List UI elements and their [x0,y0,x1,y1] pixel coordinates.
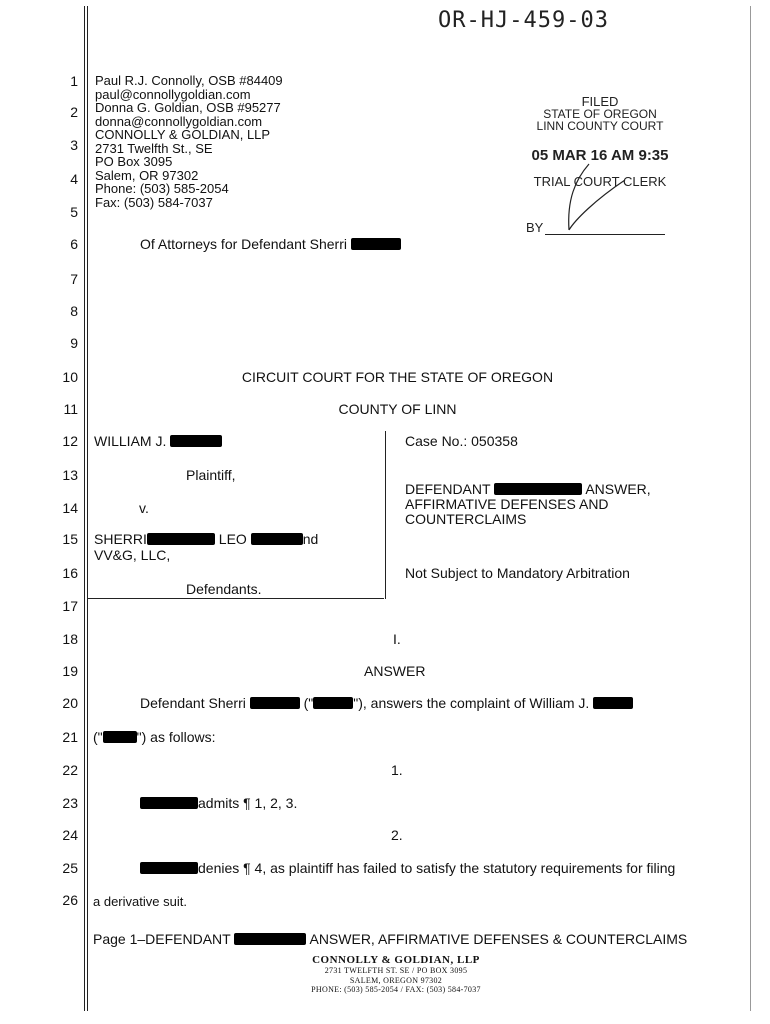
footer-firm-block [180,954,612,995]
para-intro-line-1 [140,695,710,711]
footer-address: 2731 TWELFTH ST. SE / PO BOX 3095 [324,966,468,975]
line-number: 13 [62,467,78,483]
redaction-bar [251,533,303,545]
stamp-clerk: TRIAL COURT CLERK [533,174,667,189]
para-1-text: admits ¶ 1, 2, 3. [198,795,298,811]
margin-line-right [750,6,751,1011]
line-number: 5 [70,204,78,220]
line-number: 18 [62,631,78,647]
line-number: 9 [70,335,78,351]
para-2-continued: a derivative suit. [93,894,187,909]
attorney-line: Salem, OR 97302 [95,167,199,183]
footer-page-label: Page 1–DEFENDANT [93,931,231,947]
section-title: ANSWER [364,663,426,679]
para-2-number: 2. [391,827,403,843]
line-number: 12 [62,433,78,449]
intro-quote-open-2: (" [93,729,103,745]
attorney-line: Paul R.J. Connolly, OSB #84409 [95,73,283,88]
doc-title-line-2: AFFIRMATIVE DEFENSES AND [405,496,609,512]
line-number: 3 [70,137,78,153]
attorney-line: paul@connollygoldian.com [95,86,251,102]
line-number: 10 [62,369,78,385]
intro-as-follows: ") as follows: [136,729,216,745]
doc-title [405,482,651,527]
caption-plaintiff [94,433,222,449]
attorney-line: Phone: (503) 585-2054 [95,181,229,196]
line-number: 19 [62,663,78,679]
stamp-court: LINN COUNTY COURT [536,119,664,133]
redaction-bar [494,483,582,495]
attorney-line: Fax: (503) 584-7037 [95,194,213,210]
stamp-by: BY [526,220,544,235]
footer-firm: CONNOLLY & GOLDIAN, LLP [312,954,480,966]
intro-quote-open: (" [303,695,314,711]
intro-answers: "), answers the complaint of William J. [353,695,590,711]
handwritten-doc-ref: OR-HJ-459-03 [438,8,609,33]
redaction-bar [313,697,353,709]
footer-city: SALEM, OREGON 97302 [349,975,443,985]
def-and: nd [302,531,319,547]
caption-divider-bottom [88,598,384,599]
redaction-bar [351,238,401,250]
doc-title-line-1 [405,482,651,497]
line-number: 25 [62,860,78,876]
line-number: 17 [62,598,78,614]
para-2-text: denies ¶ 4, as plaintiff has failed to satisfy the statutory requirements for filing [198,860,676,876]
line-number: 16 [62,565,78,581]
para-intro-line-2 [93,729,216,745]
plaintiff-role: Plaintiff, [186,467,236,483]
intro-defendant: Defendant Sherri [140,695,246,711]
line-number: 14 [62,500,78,516]
redaction-bar [170,435,222,447]
section-number: I. [393,631,401,647]
attorney-block [95,74,283,209]
line-number: 23 [62,795,78,811]
attorney-line: donna@connollygoldian.com [95,113,263,129]
def-company: VV&G, LLC, [94,547,171,563]
line-number: 26 [62,892,78,908]
line-number: 24 [62,827,78,843]
attorney-line: Donna G. Goldian, OSB #95277 [95,100,281,115]
attorney-line: PO Box 3095 [95,154,173,169]
line-number: 20 [62,695,78,711]
line-number: 6 [70,236,78,252]
caption-divider-vertical [385,431,386,599]
stamp-date: 05 MAR 16 AM 9:35 [531,147,669,164]
line-number: 4 [70,171,78,187]
line-number: 8 [70,303,78,319]
def-leo: LEO [218,531,247,547]
doc-title-answer: ANSWER, [585,481,651,497]
line-number: 7 [70,271,78,287]
para-1 [140,795,297,811]
arbitration-note: Not Subject to Mandatory Arbitration [405,565,630,581]
redaction-bar [593,697,633,709]
doc-title-line-3: COUNTERCLAIMS [405,511,527,527]
stamp-signature-scribble [545,160,635,240]
redaction-bar [140,862,198,874]
margin-line-left-inner [87,6,88,1011]
doc-title-defendant: DEFENDANT [405,481,491,497]
stamp-state: STATE OF OREGON [543,107,657,121]
line-number: 15 [62,531,78,547]
footer-phone: PHONE: (503) 585-2054 / FAX: (503) 584-7037 [311,985,481,994]
margin-line-left [84,6,85,1011]
defendants-role: Defendants. [186,581,262,597]
redaction-bar [140,797,198,809]
footer-doc-title: ANSWER, AFFIRMATIVE DEFENSES & COUNTERCLAIMS [309,931,688,947]
para-2 [140,860,675,876]
attorney-line: 2731 Twelfth St., SE [95,140,213,156]
line-number: 11 [63,401,78,417]
redaction-bar [103,731,137,743]
line-number: 2 [70,104,78,120]
line-number: 21 [62,729,78,745]
county-title: COUNTY OF LINN [338,401,457,417]
def-sherri: SHERRI [94,531,147,547]
redaction-bar [234,933,306,945]
case-number: Case No.: 050358 [405,433,518,449]
stamp-filed: FILED [581,94,619,109]
redaction-bar [250,697,300,709]
of-attorneys-line [140,236,401,252]
page-footer [93,931,687,947]
para-1-number: 1. [391,762,403,778]
line-number: 1 [70,73,78,89]
plaintiff-name: WILLIAM J. [94,433,167,449]
redaction-bar [147,533,215,545]
court-title: CIRCUIT COURT FOR THE STATE OF OREGON [241,369,554,385]
attorney-line: CONNOLLY & GOLDIAN, LLP [95,127,271,142]
caption-defendants [94,531,318,547]
caption-versus: v. [139,500,149,516]
of-attorneys-text: Of Attorneys for Defendant Sherri [140,236,347,252]
line-number: 22 [62,762,78,778]
